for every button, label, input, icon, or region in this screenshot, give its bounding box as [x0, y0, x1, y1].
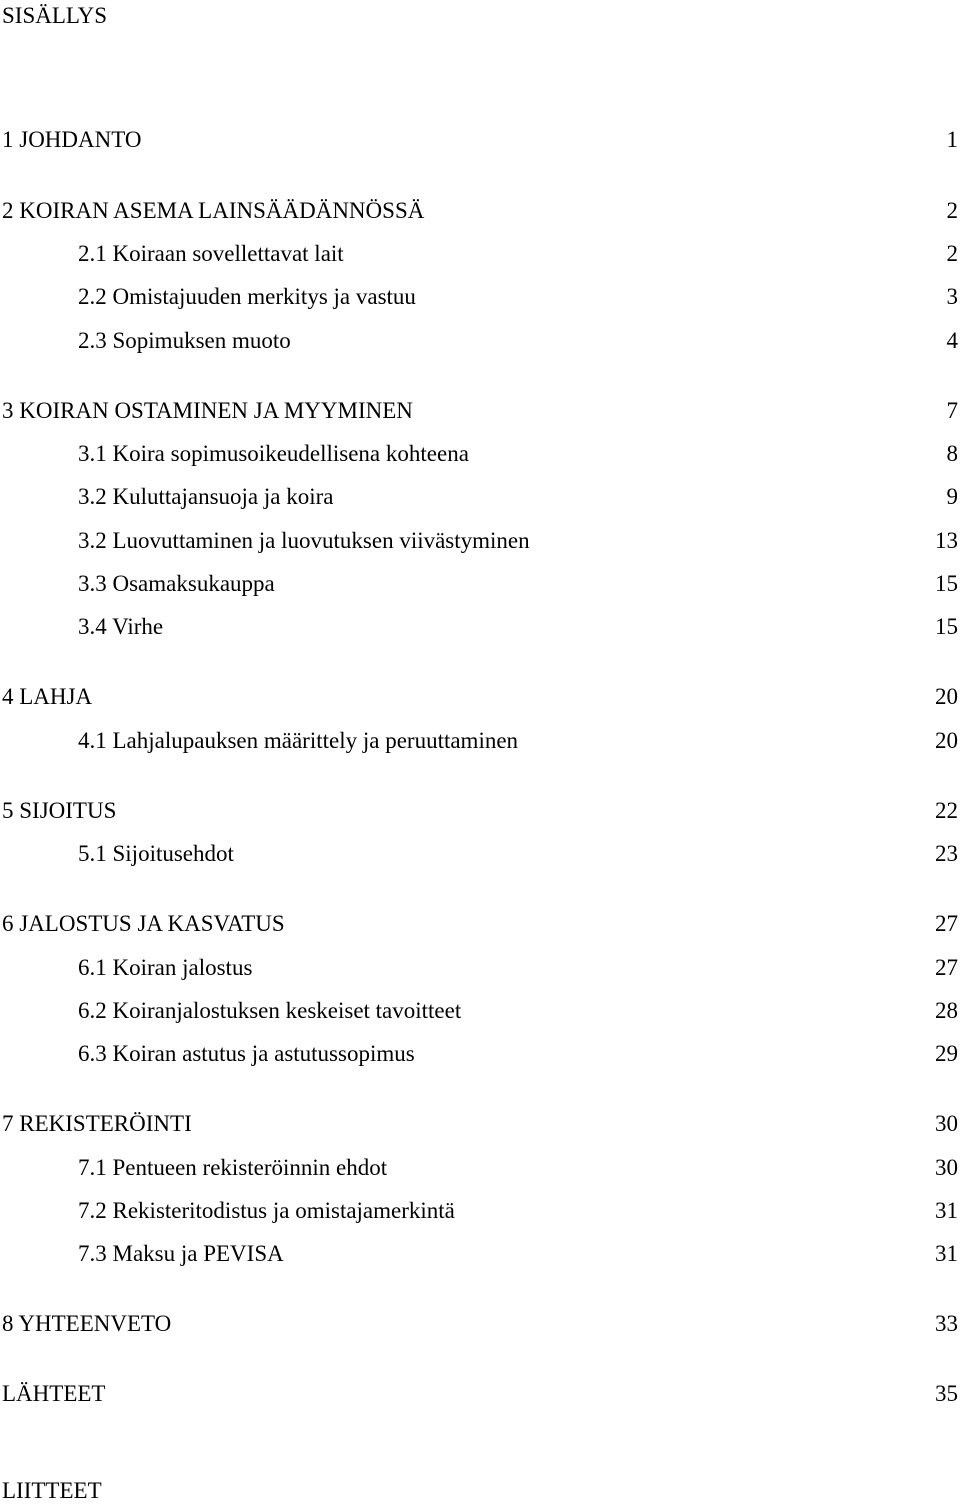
toc-entry-label: 3.1 Koira sopimusoikeudellisena kohteena — [78, 441, 469, 466]
toc-entry-label: 2.2 Omistajuuden merkitys ja vastuu — [78, 284, 416, 309]
toc-entry[interactable] — [2, 196, 958, 226]
toc-subentry[interactable] — [2, 326, 958, 356]
toc-subentry[interactable] — [2, 482, 958, 512]
toc-entry-page: 30 — [935, 1155, 958, 1180]
toc-entry-label: 3.2 Luovuttaminen ja luovutuksen viivästyminen — [78, 528, 530, 553]
toc-entry-label: LIITTEET — [2, 1478, 102, 1503]
toc-entry-page: 20 — [935, 684, 958, 709]
toc-entry-page: 27 — [935, 955, 958, 980]
toc-subentry[interactable] — [2, 612, 958, 642]
toc-subentry[interactable] — [2, 1239, 958, 1269]
toc-title — [2, 1, 958, 31]
toc-entry-page: 8 — [946, 441, 958, 466]
toc-subentry[interactable] — [2, 282, 958, 312]
toc-entry-page: 13 — [935, 528, 958, 553]
toc-entry-label: 6.1 Koiran jalostus — [78, 955, 253, 980]
toc-entry[interactable] — [2, 796, 958, 826]
toc-entry-page: 27 — [935, 911, 958, 936]
toc-entry-page: 15 — [935, 614, 958, 639]
toc-subentry[interactable] — [2, 439, 958, 469]
toc-entry[interactable] — [2, 396, 958, 426]
toc-entry-label: 4.1 Lahjalupauksen määrittely ja peruuttaminen — [78, 728, 519, 753]
toc-entry-label: 5.1 Sijoitusehdot — [78, 841, 234, 866]
toc-entry-label: 3.3 Osamaksukauppa — [78, 571, 275, 596]
toc-entry-page: 23 — [935, 841, 958, 866]
toc-entry[interactable] — [2, 909, 958, 939]
toc-subentry[interactable] — [2, 996, 958, 1026]
toc-subentry[interactable] — [2, 569, 958, 599]
toc-entry-label: 3.2 Kuluttajansuoja ja koira — [78, 484, 334, 509]
toc-entry-label: 7.1 Pentueen rekisteröinnin ehdot — [78, 1155, 388, 1180]
toc-entry-label: 2.1 Koiraan sovellettavat lait — [78, 241, 344, 266]
toc-entry-page: 35 — [935, 1381, 958, 1406]
toc-entry-label: LÄHTEET — [2, 1381, 106, 1406]
toc-entry-page: 7 — [946, 398, 958, 423]
toc-subentry[interactable] — [2, 726, 958, 756]
toc-entry-label: 2.3 Sopimuksen muoto — [78, 328, 291, 353]
toc-entry[interactable] — [2, 125, 958, 155]
toc-entry-label: 6.3 Koiran astutus ja astutussopimus — [78, 1041, 415, 1066]
toc-subentry[interactable] — [2, 526, 958, 556]
toc-entry-page: 9 — [946, 484, 958, 509]
toc-entry-label: 8 YHTEENVETO — [2, 1311, 172, 1336]
toc-entry-page: 31 — [935, 1198, 958, 1223]
toc-entry-label: 4 LAHJA — [2, 684, 93, 709]
toc-entry-page: 15 — [935, 571, 958, 596]
toc-entry[interactable] — [2, 1309, 958, 1339]
toc-entry-page: 20 — [935, 728, 958, 753]
toc-entry-page: 22 — [935, 798, 958, 823]
toc-entry[interactable] — [2, 1109, 958, 1139]
toc-entry-page: 33 — [935, 1311, 958, 1336]
toc-subentry[interactable] — [2, 839, 958, 869]
toc-entry[interactable] — [2, 682, 958, 712]
toc-entry-label: 3 KOIRAN OSTAMINEN JA MYYMINEN — [2, 398, 413, 423]
toc-entry-page: 1 — [946, 127, 958, 152]
toc-entry-label: 5 SIJOITUS — [2, 798, 117, 823]
toc-subentry[interactable] — [2, 239, 958, 269]
toc-entry[interactable] — [2, 1379, 958, 1409]
toc-entry-label: 7.2 Rekisteritodistus ja omistajamerkintä — [78, 1198, 455, 1223]
toc-subentry[interactable] — [2, 1196, 958, 1226]
toc-entry-page: 2 — [946, 241, 958, 266]
toc-entry-label: 3.4 Virhe — [78, 614, 164, 639]
toc-entry-page: 2 — [946, 198, 958, 223]
toc-subentry[interactable] — [2, 953, 958, 983]
toc-entry-label: 7 REKISTERÖINTI — [2, 1111, 192, 1136]
toc-entry-label: 6.2 Koiranjalostuksen keskeiset tavoitteet — [78, 998, 462, 1023]
toc-entry-label: 2 KOIRAN ASEMA LAINSÄÄDÄNNÖSSÄ — [2, 198, 425, 223]
toc-entry-page: 29 — [935, 1041, 958, 1066]
toc-entry-label: 7.3 Maksu ja PEVISA — [78, 1241, 284, 1266]
toc-entry-label: 1 JOHDANTO — [2, 127, 142, 152]
toc-subentry[interactable] — [2, 1039, 958, 1069]
toc-entry-label: 6 JALOSTUS JA KASVATUS — [2, 911, 285, 936]
toc-title-text: SISÄLLYS — [2, 3, 108, 28]
toc-entry-page: 30 — [935, 1111, 958, 1136]
toc-entry[interactable] — [2, 1476, 958, 1506]
toc-entry-page: 31 — [935, 1241, 958, 1266]
toc-entry-page: 4 — [946, 328, 958, 353]
toc-subentry[interactable] — [2, 1153, 958, 1183]
toc-entry-page: 28 — [935, 998, 958, 1023]
toc-entry-page: 3 — [946, 284, 958, 309]
